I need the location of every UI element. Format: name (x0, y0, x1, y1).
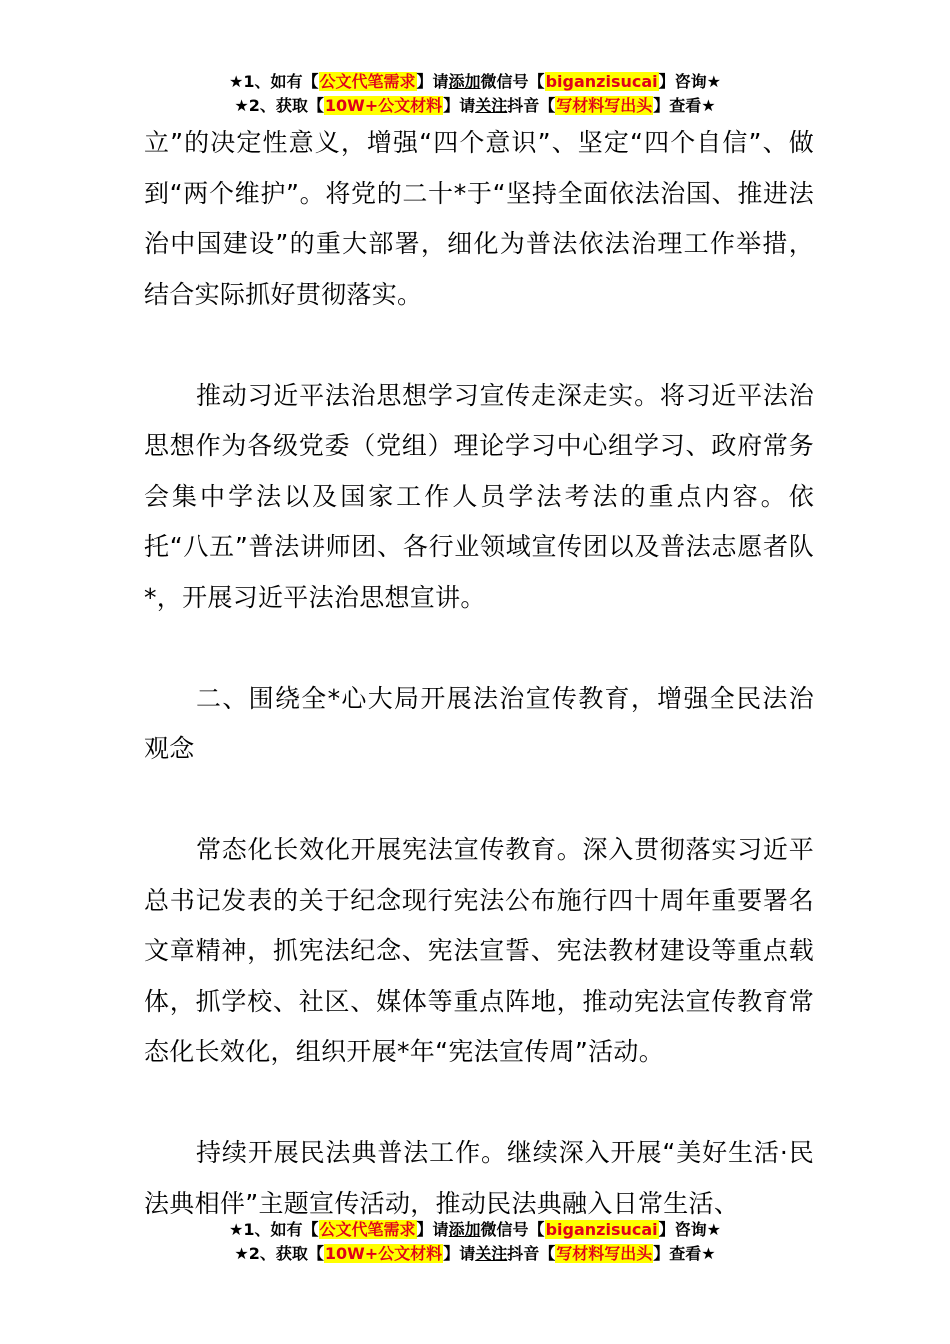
banner-highlight: 公文代笔需求 (319, 1220, 416, 1239)
banner-emphasis: 关注 (475, 1244, 508, 1263)
document-body (144, 118, 814, 1229)
section-heading: 二、围绕全*心大局开展法治宣传教育，增强全民法治观念 (144, 683, 814, 763)
banner-text: 】查看★ (653, 1244, 716, 1263)
banner-line-1 (0, 1218, 950, 1242)
banner-highlight: 10W+公文材料 (324, 96, 443, 115)
banner-text: ★2、获取【 (234, 1244, 324, 1263)
banner-highlight: biganzisucai (545, 72, 658, 91)
banner-highlight: 写材料写出头 (556, 1244, 653, 1263)
banner-text: 抖音【 (507, 96, 556, 115)
header-banner (0, 70, 950, 118)
body-paragraph: 推动习近平法治思想学习宣传走深走实。将习近平法治思想作为各级党委（党组）理论学习中心组学习、政府常务会集中学法以及国家工作人员学法考法的重点内容。依托“八五”普法讲师团、各行业领域宣传团以及普法志愿者队*，开展习近平法治思想宣讲。 (144, 380, 814, 612)
body-paragraph: 立”的决定性意义，增强“四个意识”、坚定“四个自信”、做到“两个维护”。将党的二十*于“坚持全面依法治国、推进法治中国建设”的重大部署，细化为普法依法治理工作举措，结合实际抓好贯彻落实。 (144, 128, 814, 309)
banner-highlight: 公文代笔需求 (319, 72, 416, 91)
banner-highlight: biganzisucai (545, 1220, 658, 1239)
footer-banner (0, 1218, 950, 1266)
banner-text: 微信号【 (480, 72, 545, 91)
banner-line-2 (0, 1242, 950, 1266)
banner-text: ★2、获取【 (234, 96, 324, 115)
banner-text: 】请 (416, 1220, 449, 1239)
banner-text: 】请 (443, 96, 476, 115)
banner-emphasis: 添加 (448, 72, 481, 91)
banner-emphasis: 关注 (475, 96, 508, 115)
banner-text: 】查看★ (653, 96, 716, 115)
banner-line-1 (0, 70, 950, 94)
banner-text: 微信号【 (480, 1220, 545, 1239)
body-paragraph: 持续开展民法典普法工作。继续深入开展“美好生活·民法典相伴”主题宣传活动，推动民法典融入日常生活、 (144, 1138, 814, 1218)
body-paragraph: 常态化长效化开展宪法宣传教育。深入贯彻落实习近平总书记发表的关于纪念现行宪法公布施行四十周年重要署名文章精神，抓宪法纪念、宪法宣誓、宪法教材建设等重点载体，抓学校、社区、媒体等重点阵地，推动宪法宣传教育常态化长效化，组织开展*年“宪法宣传周”活动。 (144, 835, 814, 1066)
banner-text: 】请 (443, 1244, 476, 1263)
banner-highlight: 10W+公文材料 (324, 1244, 443, 1263)
banner-line-2 (0, 94, 950, 118)
banner-highlight: 写材料写出头 (556, 96, 653, 115)
banner-text: 】咨询★ (658, 72, 721, 91)
banner-text: 】请 (416, 72, 449, 91)
banner-text: ★1、如有【 (229, 1220, 319, 1239)
banner-text: 抖音【 (507, 1244, 556, 1263)
banner-text: ★1、如有【 (229, 72, 319, 91)
banner-text: 】咨询★ (658, 1220, 721, 1239)
banner-emphasis: 添加 (448, 1220, 481, 1239)
